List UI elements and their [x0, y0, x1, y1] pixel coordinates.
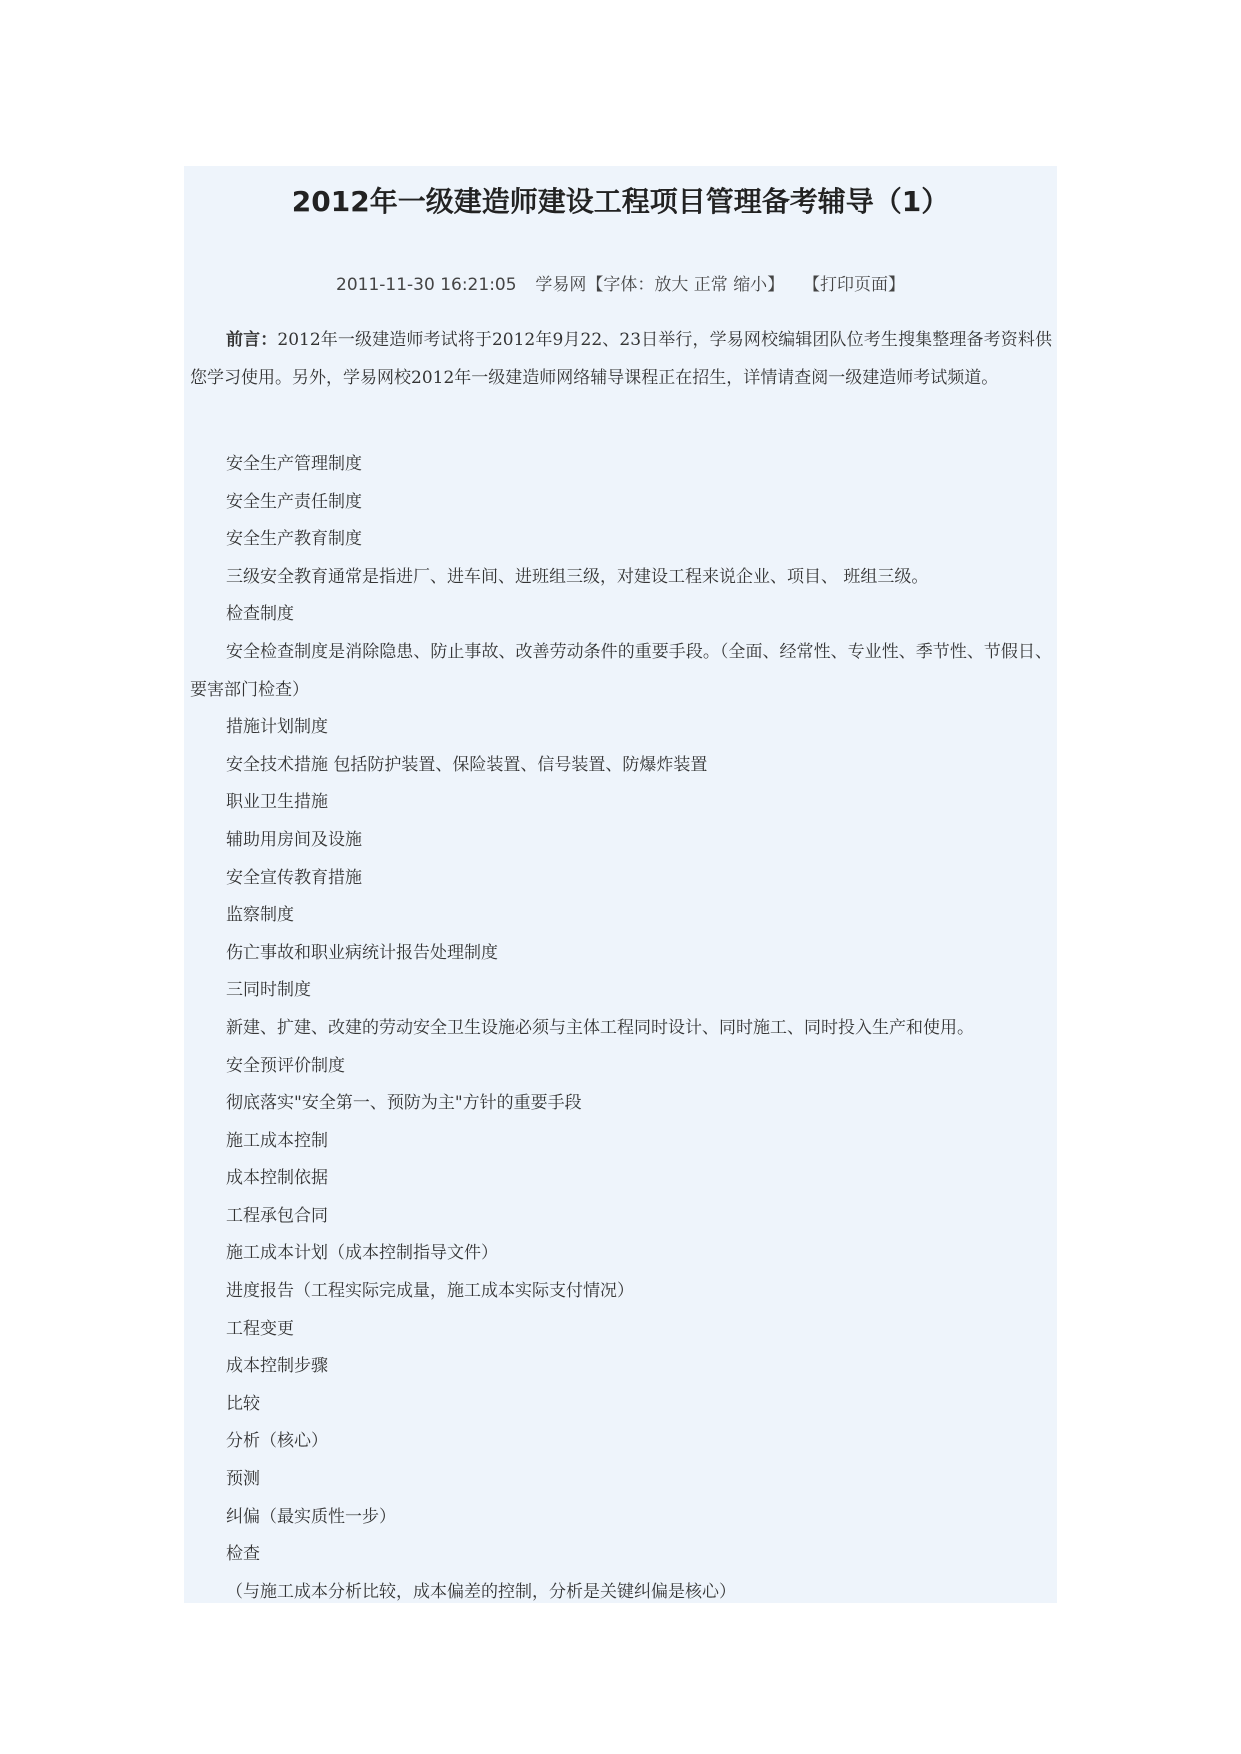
font-size-suffix: 】 — [767, 275, 785, 295]
article-meta — [184, 272, 1057, 298]
content-line: 新建、扩建、改建的劳动安全卫生设施必须与主体工程同时设计、同时施工、同时投入生产和使用。 — [226, 1017, 974, 1038]
article-container — [184, 166, 1057, 1603]
print-page-link[interactable]: 【打印页面】 — [803, 275, 905, 295]
content-line: 工程承包合同 — [226, 1205, 328, 1226]
content-line: 三级安全教育通常是指进厂、进车间、进班组三级，对建设工程来说企业、项目、 班组三级。 — [226, 566, 929, 587]
content-line: 检查制度 — [226, 604, 294, 625]
content-line: 彻底落实"安全第一、预防为主"方针的重要手段 — [226, 1093, 582, 1114]
intro-paragraph — [190, 322, 1052, 397]
content-line: 职业卫生措施 — [226, 792, 328, 813]
content-line: 安全生产管理制度 — [226, 454, 362, 474]
publish-datetime: 2011-11-30 16:21:05 — [336, 275, 517, 295]
content-line: 工程变更 — [226, 1318, 294, 1339]
content-line: 安全生产教育制度 — [226, 529, 362, 550]
content-line: 措施计划制度 — [226, 717, 328, 738]
content-line: 预测 — [226, 1469, 260, 1490]
content-lines — [190, 446, 1052, 1611]
content-line: 成本控制依据 — [226, 1168, 328, 1189]
content-line: 辅助用房间及设施 — [226, 829, 362, 850]
content-line: 安全生产责任制度 — [226, 491, 362, 512]
content-line: 三同时制度 — [226, 980, 311, 1001]
content-line: 成本控制步骤 — [226, 1356, 328, 1377]
content-line: 安全宣传教育措施 — [226, 867, 362, 888]
content-line: 进度报告（工程实际完成量，施工成本实际支付情况） — [226, 1281, 634, 1302]
content-line: 施工成本控制 — [226, 1130, 328, 1151]
source-label: 学易网 — [535, 275, 587, 295]
content-line: 分析（核心） — [226, 1431, 328, 1452]
intro-label: 前言： — [226, 330, 278, 350]
content-line: 安全技术措施 包括防护装置、保险装置、信号装置、防爆炸装置 — [226, 754, 708, 775]
content-line: 伤亡事故和职业病统计报告处理制度 — [226, 942, 498, 963]
content-line: 监察制度 — [226, 905, 294, 926]
intro-text: 2012年一级建造师考试将于2012年9月22、23日举行，学易网校编辑团队位考生搜集整理备考资料供您学习使用。另外，学易网校2012年一级建造师网络辅导课程正在招生，详情请查阅一级建造师考试频道。 — [190, 330, 1053, 388]
content-line: 安全预评价制度 — [226, 1055, 345, 1076]
font-size-prefix: 【字体： — [586, 275, 655, 295]
article-title: 2012年一级建造师建设工程项目管理备考辅导（1） — [291, 185, 950, 218]
content-line: 检查 — [226, 1544, 260, 1565]
font-small-link[interactable]: 缩小 — [733, 275, 768, 295]
content-line: 纠偏（最实质性一步） — [226, 1506, 396, 1527]
content-line: 安全检查制度是消除隐患、防止事故、改善劳动条件的重要手段。（全面、经常性、专业性、季节性、节假日、要害部门检查） — [190, 641, 1052, 700]
content-line: （与施工成本分析比较，成本偏差的控制，分析是关键纠偏是核心） — [226, 1581, 736, 1602]
content-line: 施工成本计划（成本控制指导文件） — [226, 1243, 498, 1264]
font-large-link[interactable]: 放大 — [654, 275, 689, 295]
font-normal-link[interactable]: 正常 — [693, 275, 728, 295]
content-line: 比较 — [226, 1393, 260, 1414]
